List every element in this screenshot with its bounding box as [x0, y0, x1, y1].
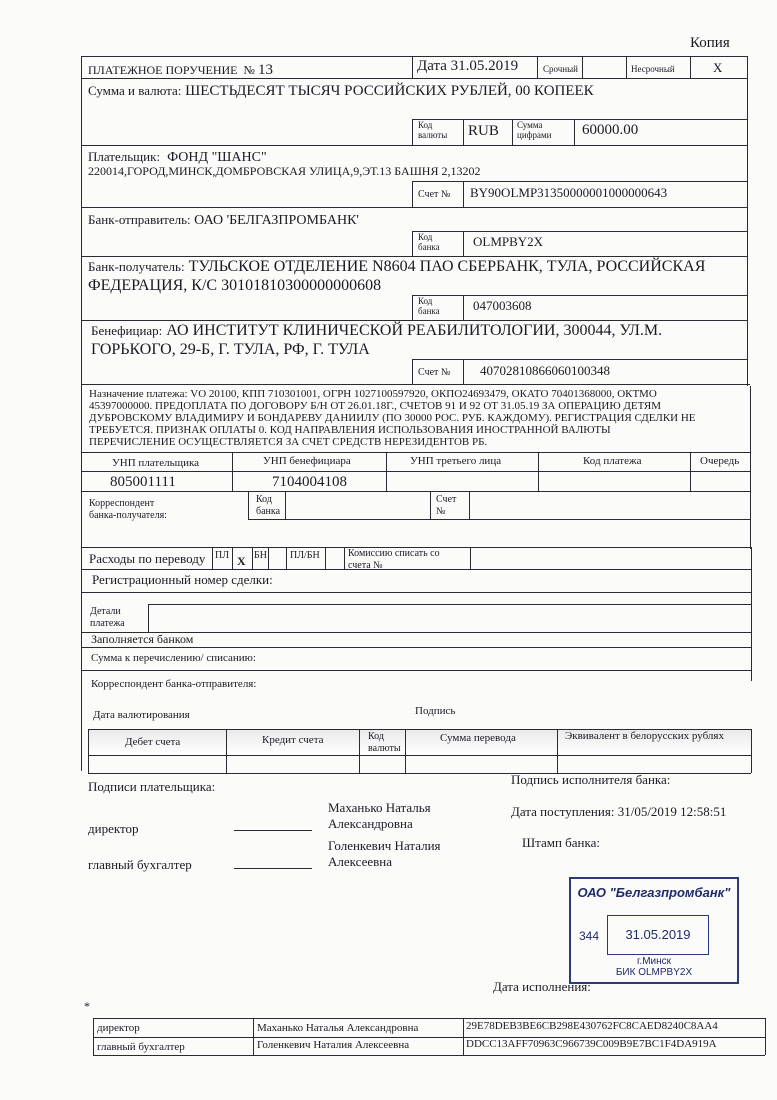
- copy-label: Копия: [690, 35, 730, 51]
- corr-bank-code-label: Код банка: [256, 494, 281, 517]
- beneficiary-account: 40702810866060100348: [480, 363, 610, 378]
- received-date: Дата поступления: 31/05/2019 12:58:51: [511, 804, 727, 819]
- corr-account-label: Счет №: [436, 494, 457, 517]
- currency-code-label: Код валюты: [418, 120, 448, 140]
- payer-name: Плательщик: ФОНД "ШАНС": [88, 149, 267, 165]
- nonurgent-mark: X: [713, 60, 723, 75]
- sig-row-2-hash: DDCC13AFF70963C966739C009B9E7BC1F4DA919A: [466, 1038, 717, 1050]
- sender-bank: Банк-отправитель: ОАО 'БЕЛГАЗПРОМБАНК': [88, 212, 359, 228]
- unp-payer-label: УНП плательщика: [112, 457, 200, 469]
- fees-x-mark: X: [237, 554, 246, 568]
- currency-header: Код валюты: [368, 731, 401, 754]
- unp-third-label: УНП третьего лица: [410, 455, 502, 467]
- unp-beneficiary-label: УНП бенефициара: [263, 455, 351, 467]
- fees-bn: БН: [254, 550, 267, 561]
- sig-row-1-hash: 29E78DEB3BE6CB298E430762FC8CAED8240C8AA4: [466, 1020, 718, 1032]
- queue-label: Очередь: [700, 455, 740, 467]
- amount-words: Сумма и валюта: ШЕСТЬДЕСЯТ ТЫСЯЧ РОССИЙСКИХ РУБЛЕЙ, 00 КОПЕЕК: [88, 83, 594, 99]
- registration-label: Регистрационный номер сделки:: [92, 572, 273, 587]
- commission-label: Комиссию списать со счета №: [348, 548, 440, 571]
- sig-row-1-role: директор: [97, 1022, 140, 1034]
- unp-payer: 805001111: [110, 474, 176, 490]
- sig-row-2-name: Голенкевич Наталия Алексеевна: [257, 1039, 410, 1051]
- sender-corr-label: Корреспондент банка-отправителя:: [91, 678, 257, 690]
- purpose-line-2: 45397000000. ПРЕДОПЛАТА ПО ДОГОВОРУ Б/Н ОТ 26.01.18Г., СЧЕТОВ 91 И 92 ОТ 31.05.19 ЗА ОПЕРАЦИЮ ДЕТЯМ: [89, 400, 662, 412]
- sig-row-2-role: главный бухгалтер: [97, 1041, 185, 1053]
- director-signature-line: [234, 830, 312, 831]
- correspondent-label: Корреспондент банка-получателя:: [89, 498, 167, 521]
- nonurgent-label: Несрочный: [631, 64, 675, 74]
- details-label: Детали платежа: [90, 606, 125, 629]
- fees-label: Расходы по переводу: [89, 551, 206, 566]
- execution-date-label: Дата исполнения:: [493, 979, 591, 994]
- payment-code-label: Код платежа: [583, 455, 642, 467]
- stamp-city: г.Минск: [636, 956, 672, 967]
- bank-fill-label: Заполняется банком: [91, 632, 194, 646]
- currency-code: RUB: [468, 123, 499, 139]
- sum-transfer-label: Сумма к перечислению/ списанию:: [91, 652, 256, 664]
- bank-stamp: [569, 877, 739, 984]
- value-date-label: Дата валютирования: [93, 709, 190, 721]
- director-label: директор: [88, 821, 139, 836]
- signatures-table: [93, 1018, 765, 1056]
- receiver-bank-code-label: Код банка: [418, 296, 440, 316]
- fees-pl: ПЛ: [215, 550, 230, 561]
- beneficiary-account-label: Счет №: [418, 367, 451, 378]
- receiver-bank-line2: ФЕДЕРАЦИЯ, К/С 30101810300000000608: [88, 277, 382, 294]
- footnote-star: *: [84, 999, 90, 1013]
- accountant-label: главный бухгалтер: [88, 857, 192, 872]
- payer-account: BY90OLMP31350000001000000643: [470, 185, 668, 200]
- signature-label: Подпись: [415, 705, 456, 717]
- credit-header: Кредит счета: [262, 734, 324, 746]
- unp-beneficiary: 7104004108: [272, 474, 347, 490]
- sum-digits: 60000.00: [582, 122, 639, 138]
- equivalent-header: Эквивалент в белорусских рублях: [565, 730, 724, 742]
- sender-bank-code-label: Код банка: [418, 232, 440, 252]
- debit-header: Дебет счета: [125, 736, 181, 748]
- payer-address: 220014,ГОРОД,МИНСК,ДОМБРОВСКАЯ УЛИЦА,9,ЭТ.13 БАШНЯ 2,13202: [88, 164, 481, 178]
- stamp-number: 344: [579, 929, 600, 943]
- transfer-sum-header: Сумма перевода: [440, 732, 516, 744]
- accountant-name: Голенкевич Наталия Алексеевна: [328, 838, 441, 869]
- sender-bank-code: OLMPBY2X: [473, 234, 544, 249]
- accountant-signature-line: [234, 868, 312, 869]
- purpose-line-1: Назначение платежа: VO 20100, КПП 710301001, ОГРН 1027100597920, ОКПО24693479, ОКАТО 70401368000, ОКТМО: [89, 388, 657, 400]
- urgent-label: Срочный: [543, 64, 578, 74]
- sum-digits-label: Сумма цифрами: [517, 120, 552, 140]
- stamp-date: 31.05.2019: [607, 915, 709, 955]
- purpose-line-3: ДУБРОВСКОМУ ВЛАДИМИРУ И БОНДАРЕВУ ДАНИИЛУ (ПО 30000 РОС. РУБ. КАЖДОМУ). РЕГИСТРАЦИЯ СДЕЛКИ НЕ: [89, 412, 696, 424]
- director-name: Маханько Наталья Александровна: [328, 800, 431, 831]
- purpose-line-4: ТРЕБУЕТСЯ. ПРИЗНАК ОПЛАТЫ 0. КОД НАПРАВЛЕНИЯ ИСПОЛЬЗОВАНИЯ ИНОСТРАННОЙ ВАЛЮТЫ: [89, 424, 611, 436]
- stamp-bik: БИК OLMPBY2X: [615, 967, 693, 978]
- stamp-title: ОАО "Белгазпромбанк": [577, 885, 731, 900]
- payer-signatures-label: Подписи плательщика:: [88, 779, 216, 794]
- payer-account-label: Счет №: [418, 189, 451, 200]
- beneficiary: Бенефициар: АО ИНСТИТУТ КЛИНИЧЕСКОЙ РЕАБИЛИТОЛОГИИ, 300044, УЛ.М.: [91, 322, 663, 339]
- fees-plbn: ПЛ/БН: [290, 550, 320, 561]
- receiver-bank: Банк-получатель: ТУЛЬСКОЕ ОТДЕЛЕНИЕ N8604 ПАО СБЕРБАНК, ТУЛА, РОССИЙСКАЯ: [88, 258, 706, 275]
- order-date: Дата 31.05.2019: [417, 58, 519, 74]
- beneficiary-line2: ГОРЬКОГО, 29-Б, Г. ТУЛА, РФ, Г. ТУЛА: [91, 341, 370, 358]
- stamp-label: Штамп банка:: [522, 835, 600, 850]
- sig-row-1-name: Маханько Наталья Александровна: [257, 1022, 419, 1034]
- payment-order-title: ПЛАТЕЖНОЕ ПОРУЧЕНИЕ № 13: [88, 62, 273, 78]
- receiver-bank-code: 047003608: [473, 298, 532, 313]
- purpose-line-5: ПЕРЕЧИСЛЕНИЕ ОСУЩЕСТВЛЯЕТСЯ ЗА СЧЕТ СРЕДСТВ НЕРЕЗИДЕНТОВ РБ.: [89, 436, 488, 448]
- executor-signature-label: Подпись исполнителя банка:: [511, 772, 671, 787]
